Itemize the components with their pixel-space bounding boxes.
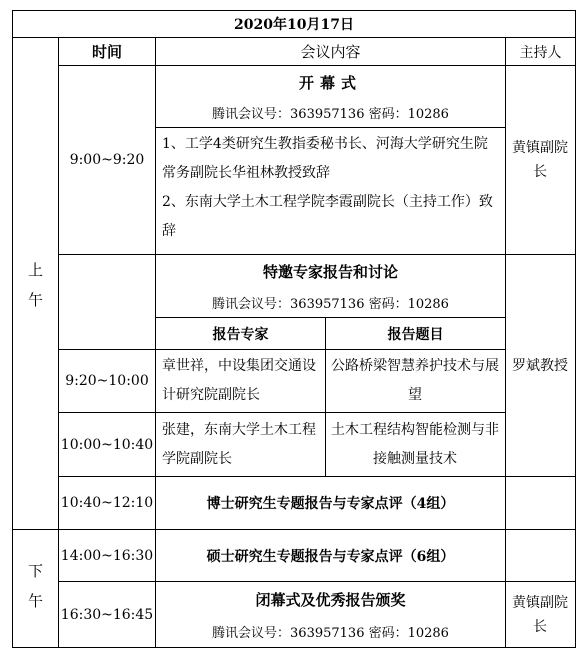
period-am: 上午 — [27, 261, 43, 309]
opening-speeches — [162, 130, 498, 252]
period-pm: 下午 — [27, 562, 43, 610]
opening-speech-2: 2、东南大学土木工程学院李霞副院长（主持工作）致辞 — [162, 194, 493, 239]
col-expert: 报告专家 — [212, 326, 269, 343]
special-tencent-meeting: 腾讯会议号：363957136 密码：10286 — [212, 296, 449, 312]
opening-speech-1: 1、工学4类研究生教指委秘书长、河海大学研究生院常务副院长华祖林教授致辞 — [162, 136, 488, 181]
talk-2-topic: 土木工程结构智能检测与非接触测量技术 — [331, 422, 499, 467]
special-title: 特邀专家报告和讨论 — [262, 262, 398, 281]
header-content: 会议内容 — [300, 43, 361, 61]
header-host: 主持人 — [519, 44, 562, 61]
closing-time: 16:30~16:45 — [60, 606, 154, 623]
col-topic: 报告题目 — [387, 326, 444, 343]
master-title: 硕士研究生专题报告与专家点评（6组） — [206, 548, 455, 565]
opening-tencent-meeting: 腾讯会议号：363957136 密码：10286 — [212, 107, 449, 122]
talk-2-expert: 张建，东南大学土木工程学院副院长 — [162, 422, 316, 467]
opening-title: 开幕式 — [298, 73, 362, 92]
header-time: 时间 — [91, 43, 122, 61]
talk-1-expert: 章世祥，中设集团交通设计研究院副院长 — [162, 358, 316, 403]
opening-host: 黄镇副院长 — [512, 140, 568, 180]
talk-1-time: 9:20~10:00 — [65, 373, 149, 389]
phd-time: 10:40~12:10 — [60, 495, 154, 511]
talk-2-time: 10:00~10:40 — [60, 436, 154, 453]
closing-tencent-meeting: 腾讯会议号：363957136 密码：10286 — [212, 626, 449, 641]
closing-host: 黄镇副院长 — [512, 594, 568, 635]
talk-1-topic: 公路桥梁智慧养护技术与展望 — [331, 358, 499, 403]
schedule-date: 2020年10月17日 — [234, 17, 354, 33]
closing-title: 闭幕式及优秀报告颁奖 — [255, 590, 406, 609]
phd-title: 博士研究生专题报告与专家点评（4组） — [206, 496, 455, 512]
special-host: 罗斌教授 — [512, 357, 568, 374]
master-time: 14:00~16:30 — [60, 547, 154, 564]
opening-time: 9:00~9:20 — [69, 152, 145, 168]
